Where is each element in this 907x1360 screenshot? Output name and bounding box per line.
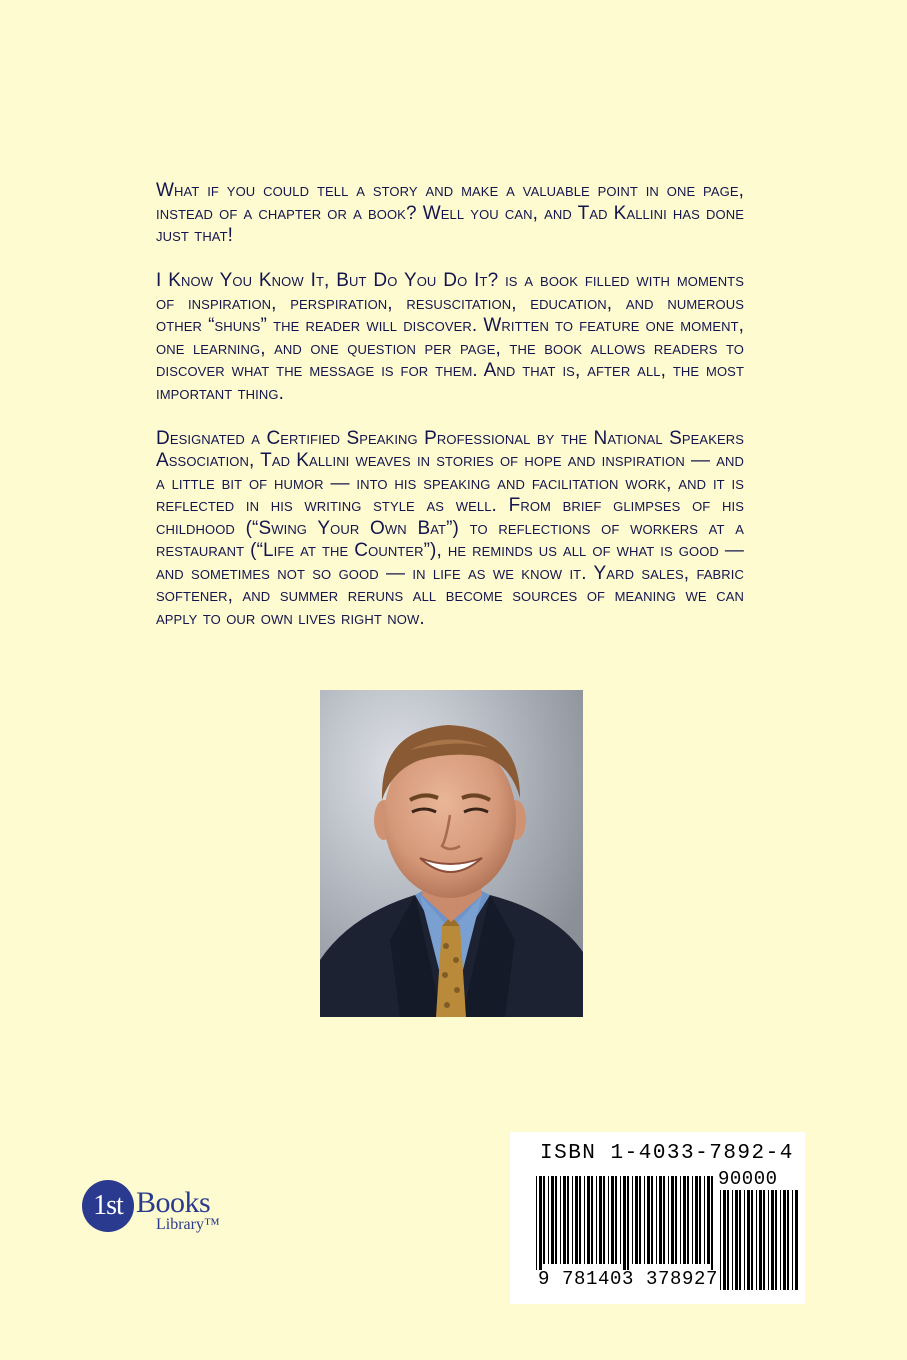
add-on-barcode-icon <box>720 1190 798 1290</box>
barcode-bar <box>567 1176 569 1264</box>
barcode-bar <box>623 1176 626 1270</box>
barcode-bar <box>687 1176 689 1264</box>
barcode-bar <box>563 1176 566 1264</box>
barcode-bar <box>792 1190 793 1290</box>
barcode-bar <box>627 1176 629 1270</box>
barcode-bar <box>692 1176 693 1264</box>
barcode-bar <box>551 1176 554 1264</box>
barcode-bar <box>668 1176 669 1264</box>
barcode-bar <box>787 1190 789 1290</box>
barcode-bar <box>615 1176 617 1264</box>
barcode-bar <box>768 1190 769 1290</box>
barcode-bar <box>587 1176 590 1264</box>
barcode-bar <box>695 1176 698 1264</box>
barcode-bar <box>572 1176 573 1264</box>
author-photo <box>320 690 583 1017</box>
barcode-bar <box>584 1176 585 1264</box>
barcode-bar <box>704 1176 705 1264</box>
barcode-bar <box>620 1176 621 1264</box>
barcode-bar <box>727 1190 729 1290</box>
ean-barcode-icon <box>536 1176 714 1270</box>
barcode-bar <box>732 1190 733 1290</box>
barcode-bar <box>683 1176 686 1264</box>
barcode-bar <box>771 1190 774 1290</box>
isbn-label: ISBN 1-4033-7892-4 <box>540 1142 794 1165</box>
barcode-bar <box>575 1176 578 1264</box>
back-cover-blurb <box>156 180 744 653</box>
publisher-logo <box>80 1180 220 1240</box>
barcode-bar <box>763 1190 765 1290</box>
barcode-bar <box>651 1176 653 1264</box>
barcode-bar <box>759 1190 762 1290</box>
barcode-bar <box>536 1176 537 1270</box>
barcode-bar <box>639 1176 641 1264</box>
barcode-bar <box>663 1176 665 1264</box>
barcode-panel <box>510 1132 805 1304</box>
barcode-bar <box>671 1176 674 1264</box>
barcode-bar <box>735 1190 738 1290</box>
blurb-paragraph-1: What if you could tell a story and make a valuable point in one page, instead of a chapter or a book? Well you can, and Tad Kallini has done just that! <box>156 180 744 246</box>
publisher-logo-circle: 1st <box>82 1180 134 1232</box>
barcode-bar <box>543 1176 545 1264</box>
barcode-bar <box>675 1176 677 1264</box>
barcode-bar <box>647 1176 650 1264</box>
barcode-bar <box>591 1176 593 1264</box>
ean-digits: 9 781403 378927 <box>538 1268 719 1290</box>
barcode-bar <box>659 1176 662 1264</box>
barcode-bar <box>711 1176 713 1270</box>
barcode-bar <box>579 1176 581 1264</box>
blurb-paragraph-2: I Know You Know It, But Do You Do It? is a book filled with moments of inspiration, perspiration, resuscitation, education, and numerous other “shuns” the reader will discover. Written to feature one moment, one learning, and one question per page, the book allows readers to discover what the message is for them. And that is, after all, the most important thing. <box>156 270 744 404</box>
barcode-bar <box>780 1190 781 1290</box>
barcode-bar <box>611 1176 614 1264</box>
barcode-bar <box>775 1190 777 1290</box>
barcode-bar <box>744 1190 745 1290</box>
barcode-bar <box>680 1176 681 1264</box>
barcode-bar <box>720 1190 721 1290</box>
barcode-bar <box>751 1190 753 1290</box>
barcode-bar <box>739 1190 741 1290</box>
barcode-bar <box>596 1176 597 1264</box>
blurb-paragraph-3: Designated a Certified Speaking Professional by the National Speakers Association, Tad Kallini weaves in stories of hope and inspiration — and a little bit of humor — into his speaking and facilitation work, and it is reflected in his writing style as well. From brief glimpses of his childhood (“Swing Your Own Bat”) to reflections of workers at a restaurant (“Life at the Counter”), he reminds us all of what is good — and sometimes not so good — in life as we know it. Yard sales, fabric softener, and summer reruns all become sources of meaning we can apply to our own lives right now. <box>156 427 744 629</box>
barcode-bar <box>560 1176 561 1264</box>
barcode-bar <box>644 1176 645 1264</box>
barcode-bar <box>555 1176 557 1264</box>
barcode-bar <box>599 1176 602 1264</box>
publisher-logo-books: Books <box>136 1186 211 1219</box>
barcode-bar <box>707 1176 710 1264</box>
barcode-bar <box>699 1176 701 1264</box>
publisher-logo-library: Library™ <box>156 1216 220 1233</box>
barcode-bar <box>795 1190 798 1290</box>
barcode-bar <box>635 1176 638 1264</box>
price-add-on-code: 90000 <box>718 1168 778 1190</box>
barcode-bar <box>632 1176 633 1264</box>
barcode-bar <box>548 1176 549 1264</box>
author-portrait-illustration <box>320 690 583 1017</box>
barcode-bar <box>608 1176 609 1264</box>
barcode-bar <box>723 1190 726 1290</box>
barcode-bar <box>747 1190 750 1290</box>
barcode-bar <box>783 1190 786 1290</box>
barcode-bar <box>539 1176 542 1270</box>
barcode-bar <box>756 1190 757 1290</box>
barcode-bar <box>603 1176 605 1264</box>
barcode-bar <box>656 1176 657 1264</box>
